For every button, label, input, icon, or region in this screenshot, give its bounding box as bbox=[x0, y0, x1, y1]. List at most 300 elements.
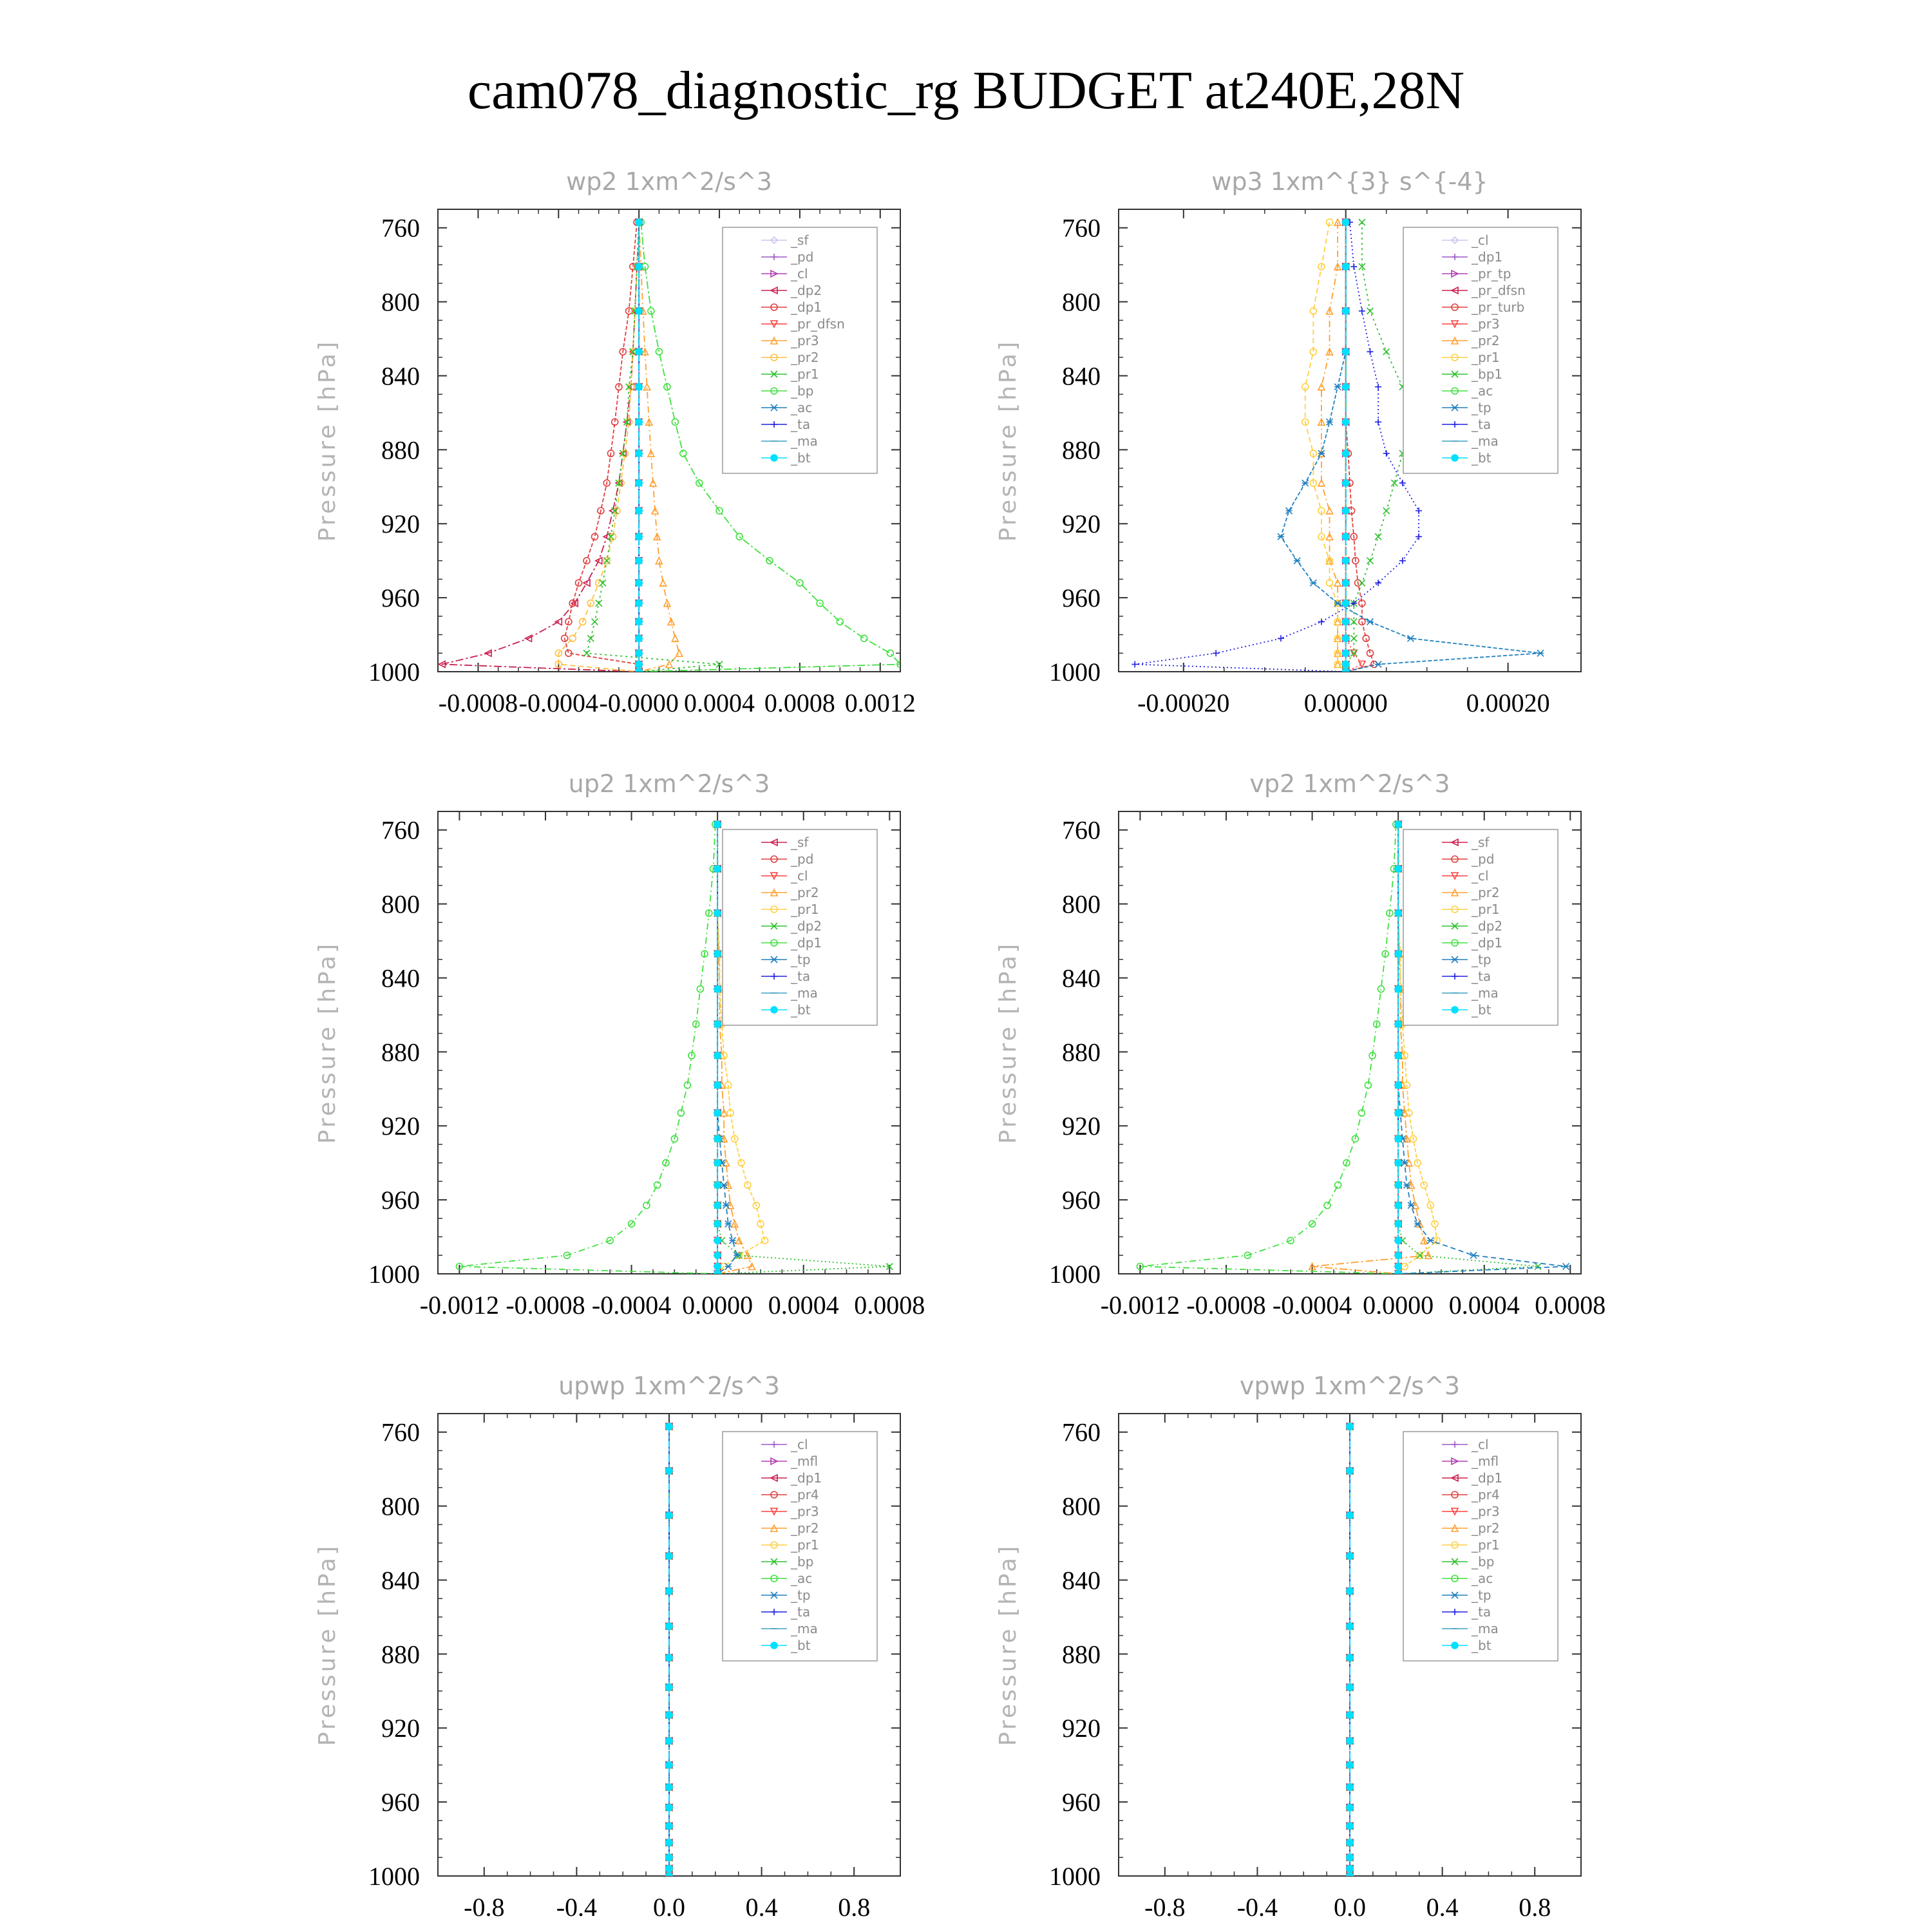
chart-panel bbox=[995, 167, 1581, 717]
series-point bbox=[1416, 533, 1422, 540]
series-point bbox=[714, 1082, 721, 1088]
y-axis-label: Pressure [hPa] bbox=[995, 941, 1021, 1144]
series-point bbox=[1213, 650, 1219, 656]
series-point bbox=[636, 450, 642, 457]
y-axis-label: Pressure [hPa] bbox=[314, 339, 341, 542]
legend-marker bbox=[771, 1007, 777, 1013]
x-tick-label: 0.0008 bbox=[764, 688, 835, 717]
legend-label: _ma bbox=[1472, 985, 1499, 1001]
panel-title: wp2 1xm^2/s^3 bbox=[566, 167, 772, 196]
series-point bbox=[1367, 650, 1373, 656]
series-point bbox=[1359, 308, 1365, 314]
series-point bbox=[1367, 308, 1373, 314]
series-point bbox=[1367, 558, 1373, 564]
series-line bbox=[587, 222, 719, 672]
legend-label: _tp bbox=[1472, 400, 1492, 415]
series-point bbox=[666, 1423, 672, 1430]
legend-label: _pr1 bbox=[791, 902, 819, 917]
chart-panel bbox=[995, 770, 1605, 1320]
series-point bbox=[1395, 1202, 1401, 1209]
x-tick-label: 0.00000 bbox=[1303, 688, 1388, 717]
legend-label: _cl bbox=[1472, 232, 1489, 248]
legend-label: _pr3 bbox=[1472, 1504, 1500, 1519]
x-tick-label: 0.8 bbox=[838, 1893, 871, 1922]
series-point bbox=[1347, 1823, 1353, 1829]
series-point bbox=[636, 507, 642, 514]
legend-label: _bp bbox=[791, 383, 814, 399]
series-point bbox=[666, 1854, 672, 1861]
series-point bbox=[714, 951, 721, 957]
series-point bbox=[1359, 580, 1365, 586]
y-tick-label: 1000 bbox=[368, 1862, 420, 1891]
series-point bbox=[1343, 635, 1349, 641]
series-point bbox=[1343, 580, 1349, 586]
legend-label: _pr3 bbox=[791, 333, 819, 348]
x-tick-label: 0.4 bbox=[745, 1893, 778, 1922]
legend-marker bbox=[771, 1642, 777, 1649]
series-point bbox=[1395, 1182, 1401, 1188]
y-axis-label: Pressure [hPa] bbox=[995, 339, 1021, 542]
x-tick-label: 0.0004 bbox=[684, 688, 755, 717]
series-point bbox=[1278, 533, 1284, 540]
series-point bbox=[1347, 1854, 1353, 1861]
legend-label: _cl bbox=[791, 1437, 808, 1452]
x-tick-label: 0.0008 bbox=[854, 1291, 925, 1320]
legend-label: _dp1 bbox=[1472, 249, 1503, 265]
y-tick-label: 960 bbox=[381, 1788, 420, 1817]
series-point bbox=[1350, 635, 1357, 641]
y-tick-label: 880 bbox=[1062, 435, 1101, 465]
legend-label: _ta bbox=[791, 1604, 811, 1620]
series-point bbox=[1359, 219, 1365, 225]
legend-label: _pr3 bbox=[1472, 316, 1500, 332]
panel-title: up2 1xm^2/s^3 bbox=[568, 770, 770, 798]
series-point bbox=[1343, 618, 1349, 625]
x-tick-label: 0.0 bbox=[1334, 1893, 1366, 1922]
series-point bbox=[636, 600, 642, 607]
legend-label: _pr1 bbox=[791, 366, 819, 382]
series-point bbox=[636, 308, 642, 314]
chart-panel bbox=[314, 770, 925, 1320]
legend-label: _pr_turb bbox=[1472, 299, 1525, 315]
legend-label: _mfl bbox=[791, 1454, 819, 1469]
series-point bbox=[666, 1873, 672, 1879]
legend-label: _ma bbox=[1472, 1621, 1499, 1636]
series-point bbox=[714, 821, 721, 828]
legend-label: _sf bbox=[791, 835, 809, 850]
x-tick-label: -0.0000 bbox=[599, 688, 679, 717]
legend-label: _pr_tp bbox=[1472, 266, 1511, 281]
series-point bbox=[1395, 1082, 1401, 1088]
series-point bbox=[1343, 600, 1349, 607]
x-tick-label: -0.4 bbox=[1236, 1893, 1278, 1922]
series-point bbox=[666, 1823, 672, 1829]
legend-label: _ac bbox=[1472, 383, 1493, 399]
series-point bbox=[1414, 1220, 1421, 1227]
y-tick-label: 1000 bbox=[1049, 1862, 1101, 1891]
series-point bbox=[666, 1553, 672, 1559]
y-tick-label: 920 bbox=[1062, 1112, 1101, 1141]
series-point bbox=[1347, 1623, 1353, 1629]
x-tick-label: -0.8 bbox=[1144, 1893, 1186, 1922]
x-tick-label: -0.0008 bbox=[1186, 1291, 1266, 1320]
series-point bbox=[1347, 1839, 1353, 1846]
legend-label: _ma bbox=[791, 433, 818, 449]
y-tick-label: 1000 bbox=[368, 658, 420, 687]
series-point bbox=[1343, 419, 1349, 425]
y-tick-label: 840 bbox=[1062, 1566, 1101, 1595]
series-point bbox=[666, 1804, 672, 1811]
series-point bbox=[1347, 1784, 1353, 1790]
series-point bbox=[583, 650, 590, 656]
series-point bbox=[1343, 558, 1349, 564]
legend-label: _pd bbox=[791, 249, 814, 265]
series-point bbox=[1132, 661, 1138, 668]
legend-label: _bt bbox=[1472, 1638, 1492, 1653]
chart-panel bbox=[314, 1372, 900, 1922]
legend-label: _dp2 bbox=[1472, 918, 1503, 934]
plot-area bbox=[1347, 1423, 1353, 1879]
series-point bbox=[1343, 507, 1349, 514]
legend-label: _pr2 bbox=[1472, 885, 1500, 900]
series-point bbox=[714, 910, 721, 916]
series-point bbox=[1367, 618, 1373, 625]
series-point bbox=[1347, 1712, 1353, 1718]
legend-label: _pr_dfsn bbox=[791, 316, 845, 332]
series-point bbox=[1470, 1252, 1477, 1258]
y-tick-label: 920 bbox=[1062, 1714, 1101, 1743]
series-point bbox=[1302, 480, 1309, 486]
series-point bbox=[1350, 263, 1357, 270]
series-point bbox=[636, 348, 642, 355]
legend-label: _bp1 bbox=[1472, 366, 1503, 382]
series-point bbox=[636, 668, 642, 675]
series-point bbox=[1395, 1052, 1401, 1059]
series-point bbox=[1343, 308, 1349, 314]
series-point bbox=[1395, 1110, 1401, 1116]
y-tick-label: 840 bbox=[381, 1566, 420, 1595]
series-point bbox=[1395, 986, 1401, 992]
series-point bbox=[1399, 558, 1406, 564]
legend-label: _mfl bbox=[1472, 1454, 1499, 1469]
x-tick-label: -0.0012 bbox=[1100, 1291, 1180, 1320]
series-point bbox=[714, 986, 721, 992]
y-tick-label: 920 bbox=[381, 509, 420, 539]
series-point bbox=[1286, 507, 1293, 514]
y-tick-label: 880 bbox=[381, 435, 420, 465]
legend-label: _ta bbox=[1472, 969, 1492, 984]
y-tick-label: 960 bbox=[1062, 583, 1101, 613]
series-point bbox=[1347, 1873, 1353, 1879]
series-point bbox=[1347, 1423, 1353, 1430]
chart-panel bbox=[995, 1372, 1581, 1922]
series-point bbox=[666, 1738, 672, 1744]
series-point bbox=[1343, 661, 1349, 668]
x-tick-label: -0.0008 bbox=[506, 1291, 585, 1320]
series-point bbox=[714, 1052, 721, 1059]
series-point bbox=[887, 650, 893, 656]
y-tick-label: 880 bbox=[381, 1640, 420, 1669]
legend bbox=[723, 829, 877, 1025]
series-point bbox=[1407, 635, 1414, 641]
series-point bbox=[1343, 263, 1349, 270]
x-tick-label: 0.0012 bbox=[844, 688, 916, 717]
series-point bbox=[656, 348, 662, 355]
legend-label: _pr1 bbox=[1472, 902, 1500, 917]
series-point bbox=[738, 1160, 744, 1166]
series-point bbox=[1347, 1588, 1353, 1595]
series-point bbox=[714, 866, 721, 872]
series-point bbox=[1378, 986, 1384, 992]
series-point bbox=[636, 384, 642, 390]
series-point bbox=[666, 1684, 672, 1690]
series-point bbox=[1347, 1866, 1353, 1872]
legend-label: _cl bbox=[1472, 1437, 1489, 1452]
x-tick-label: -0.0008 bbox=[438, 688, 518, 717]
series-point bbox=[1375, 580, 1381, 586]
legend-label: _ta bbox=[791, 969, 811, 984]
series-point bbox=[1375, 384, 1381, 390]
x-tick-label: 0.0000 bbox=[1363, 1291, 1434, 1320]
series-point bbox=[736, 533, 743, 540]
series-point bbox=[1395, 1021, 1401, 1027]
series-point bbox=[1310, 580, 1316, 586]
legend-label: _pr3 bbox=[791, 1504, 819, 1519]
series-line bbox=[459, 824, 717, 1274]
x-tick-label: -0.00020 bbox=[1137, 688, 1230, 717]
series-point bbox=[1324, 1202, 1331, 1209]
y-tick-label: 960 bbox=[1062, 1788, 1101, 1817]
panel-title: wp3 1xm^{3} s^{-4} bbox=[1211, 167, 1488, 196]
series-point bbox=[636, 419, 642, 425]
y-tick-label: 840 bbox=[381, 963, 420, 993]
legend-label: _tp bbox=[791, 952, 811, 967]
series-point bbox=[714, 1264, 721, 1270]
series-point bbox=[1395, 1237, 1401, 1244]
y-tick-label: 760 bbox=[1062, 815, 1101, 845]
series-point bbox=[1347, 1654, 1353, 1661]
y-tick-label: 800 bbox=[1062, 1492, 1101, 1521]
series-point bbox=[636, 618, 642, 625]
series-point bbox=[1383, 507, 1390, 514]
legend-label: _ac bbox=[1472, 1571, 1493, 1586]
legend-label: _dp1 bbox=[1472, 1470, 1503, 1486]
series-point bbox=[654, 1182, 661, 1188]
y-tick-label: 960 bbox=[1062, 1186, 1101, 1215]
legend-label: _dp1 bbox=[791, 1470, 822, 1486]
series-line bbox=[1135, 222, 1419, 672]
series-point bbox=[1343, 480, 1349, 486]
x-tick-label: -0.8 bbox=[464, 1893, 505, 1922]
legend-marker bbox=[1452, 455, 1458, 461]
legend-label: _tp bbox=[791, 1587, 811, 1603]
series-point bbox=[1294, 558, 1300, 564]
legend-label: _pd bbox=[1472, 851, 1495, 867]
panel-title: vpwp 1xm^2/s^3 bbox=[1239, 1372, 1461, 1400]
legend-label: _ta bbox=[791, 417, 811, 432]
legend-label: _ta bbox=[1472, 417, 1492, 432]
series-point bbox=[714, 1110, 721, 1116]
x-tick-label: 0.4 bbox=[1426, 1893, 1459, 1922]
x-tick-label: 0.0004 bbox=[768, 1291, 839, 1320]
series-point bbox=[666, 1623, 672, 1629]
legend-label: _bt bbox=[791, 1638, 811, 1653]
series-point bbox=[1395, 821, 1401, 828]
series-point bbox=[1343, 219, 1349, 225]
legend-label: _pr4 bbox=[1472, 1487, 1500, 1502]
series-point bbox=[1395, 1160, 1401, 1166]
series-point bbox=[1343, 668, 1349, 675]
x-tick-label: 0.0004 bbox=[1448, 1291, 1520, 1320]
series-point bbox=[714, 1182, 721, 1188]
series-point bbox=[1343, 384, 1349, 390]
series-point bbox=[1343, 450, 1349, 457]
series-point bbox=[644, 384, 650, 390]
series-point bbox=[1395, 951, 1401, 957]
series-point bbox=[1347, 1468, 1353, 1474]
series-point bbox=[714, 1135, 721, 1142]
series-point bbox=[1416, 507, 1422, 514]
legend-label: _pr1 bbox=[1472, 1537, 1500, 1553]
legend-label: _pr2 bbox=[791, 1520, 819, 1536]
series-point bbox=[714, 1202, 721, 1209]
series-point bbox=[666, 1468, 672, 1474]
panel-title: upwp 1xm^2/s^3 bbox=[558, 1372, 780, 1400]
series-point bbox=[1343, 650, 1349, 656]
legend-label: _dp2 bbox=[791, 283, 822, 298]
series-point bbox=[1347, 1684, 1353, 1690]
y-tick-label: 920 bbox=[381, 1714, 420, 1743]
series-point bbox=[636, 263, 642, 270]
y-tick-label: 880 bbox=[381, 1037, 420, 1067]
legend-label: _pr4 bbox=[791, 1487, 819, 1502]
y-tick-label: 1000 bbox=[368, 1260, 420, 1289]
y-tick-label: 840 bbox=[381, 361, 420, 391]
series-point bbox=[643, 1202, 650, 1209]
series-point bbox=[636, 650, 642, 656]
y-tick-label: 800 bbox=[1062, 889, 1101, 919]
legend-label: _dp1 bbox=[1472, 935, 1503, 951]
y-tick-label: 800 bbox=[381, 1492, 420, 1521]
y-tick-label: 760 bbox=[381, 815, 420, 845]
x-tick-label: -0.0004 bbox=[518, 688, 598, 717]
legend-label: _ac bbox=[791, 400, 813, 415]
series-point bbox=[1391, 480, 1397, 486]
panels bbox=[314, 167, 1605, 1922]
y-tick-label: 760 bbox=[381, 213, 420, 243]
y-tick-label: 760 bbox=[1062, 1417, 1101, 1447]
series-point bbox=[591, 618, 598, 625]
series-point bbox=[714, 1160, 721, 1166]
series-point bbox=[1383, 348, 1390, 355]
series-point bbox=[1318, 480, 1325, 486]
series-point bbox=[1395, 1135, 1401, 1142]
y-tick-label: 960 bbox=[381, 583, 420, 613]
legend-label: _cl bbox=[791, 266, 808, 281]
legend bbox=[1403, 829, 1558, 1025]
series-point bbox=[1537, 650, 1544, 656]
series-point bbox=[636, 580, 642, 586]
series-line bbox=[1140, 824, 1398, 1274]
legend-label: _pr1 bbox=[1472, 350, 1500, 365]
legend-label: _pr1 bbox=[791, 1537, 819, 1553]
series-point bbox=[1375, 661, 1381, 668]
y-tick-label: 960 bbox=[381, 1186, 420, 1215]
y-tick-label: 760 bbox=[1062, 213, 1101, 243]
legend-label: _tp bbox=[1472, 1587, 1492, 1603]
series-point bbox=[676, 650, 683, 656]
series-point bbox=[666, 1762, 672, 1768]
series-point bbox=[1347, 1804, 1353, 1811]
series-point bbox=[636, 558, 642, 564]
series-point bbox=[1278, 635, 1284, 641]
x-tick-label: 0.8 bbox=[1519, 1893, 1551, 1922]
series-point bbox=[636, 661, 642, 668]
series-point bbox=[725, 1264, 732, 1270]
y-tick-label: 1000 bbox=[1049, 658, 1101, 687]
legend-marker bbox=[771, 455, 777, 461]
y-tick-label: 920 bbox=[1062, 509, 1101, 539]
legend-label: _pr2 bbox=[791, 350, 819, 365]
series-point bbox=[666, 1712, 672, 1718]
series-point bbox=[1335, 1182, 1341, 1188]
legend-label: _ma bbox=[1472, 433, 1499, 449]
y-tick-label: 1000 bbox=[1049, 1260, 1101, 1289]
legend-label: _ma bbox=[791, 1621, 818, 1636]
x-tick-label: -0.0004 bbox=[591, 1291, 672, 1320]
series-point bbox=[714, 1021, 721, 1027]
series-line bbox=[1346, 222, 1374, 672]
y-tick-label: 760 bbox=[381, 1417, 420, 1447]
y-axis-label: Pressure [hPa] bbox=[995, 1543, 1021, 1747]
series-point bbox=[1367, 348, 1373, 355]
legend-label: _pr2 bbox=[1472, 1520, 1500, 1536]
legend-label: _cl bbox=[791, 868, 808, 884]
legend-label: _bp bbox=[1472, 1554, 1495, 1569]
series-point bbox=[1383, 450, 1390, 457]
series-point bbox=[1375, 419, 1381, 425]
y-tick-label: 800 bbox=[381, 889, 420, 919]
series-point bbox=[837, 618, 843, 625]
legend bbox=[1403, 227, 1558, 473]
legend-marker bbox=[1452, 1007, 1458, 1013]
legend-label: _bp bbox=[791, 1554, 814, 1569]
y-tick-label: 880 bbox=[1062, 1640, 1101, 1669]
series-point bbox=[672, 635, 678, 641]
series-point bbox=[1395, 866, 1401, 872]
series-point bbox=[636, 635, 642, 641]
series-point bbox=[636, 480, 642, 486]
legend-label: _dp1 bbox=[791, 299, 822, 315]
series-point bbox=[714, 1271, 721, 1277]
series-line bbox=[639, 222, 679, 672]
series-point bbox=[714, 1252, 721, 1258]
legend-label: _ac bbox=[791, 1571, 813, 1586]
series-point bbox=[636, 533, 642, 540]
series-point bbox=[666, 1654, 672, 1661]
legend-label: _dp1 bbox=[791, 935, 822, 951]
y-tick-label: 840 bbox=[1062, 361, 1101, 391]
legend-label: _sf bbox=[791, 232, 809, 248]
series-point bbox=[1563, 1264, 1569, 1270]
series-line bbox=[558, 222, 639, 672]
legend-label: _bt bbox=[1472, 1002, 1492, 1018]
series-point bbox=[1347, 1762, 1353, 1768]
series-point bbox=[666, 1866, 672, 1872]
series-point bbox=[636, 219, 642, 225]
series-point bbox=[666, 1512, 672, 1519]
plot-area bbox=[666, 1423, 672, 1879]
